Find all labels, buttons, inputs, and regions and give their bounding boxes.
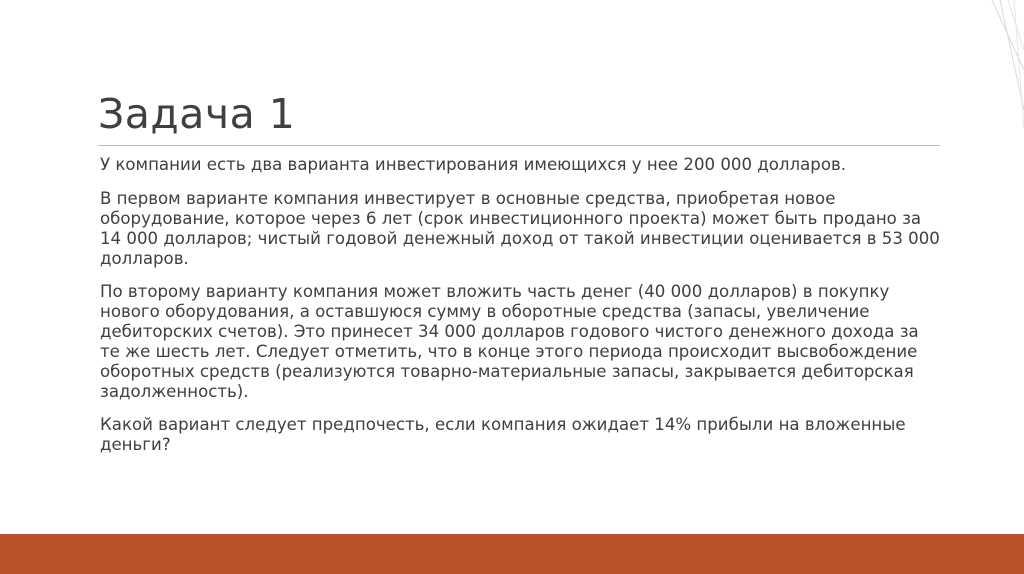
slide-title: Задача 1 bbox=[98, 90, 296, 138]
paragraph-question: Какой вариант следует предпочесть, если компания ожидает 14% прибыли на вложенные деньги? bbox=[100, 415, 906, 454]
footer-accent-bar bbox=[0, 534, 1024, 574]
paragraph-intro: У компании есть два варианта инвестирования имеющихся у нее 200 000 долларов. bbox=[100, 155, 847, 174]
slide-body bbox=[100, 155, 940, 468]
title-divider bbox=[98, 145, 940, 146]
corner-decoration bbox=[964, 0, 1024, 130]
paragraph-option-one: В первом варианте компания инвестирует в основные средства, приобретая новое оборудование, которое через 6 лет (срок инвестиционного проекта) может быть продано за 14 000 долларов; чистый годовой денежный доход от такой инвестиции оценивается в 53 000 долларов. bbox=[100, 189, 940, 268]
paragraph-option-two: По второму варианту компания может вложить часть денег (40 000 долларов) в покупку нового оборудования, а оставшуюся сумму в оборотные средства (запасы, увеличение дебиторских счетов). Это принесет 34 000 долларов годового чистого денежного дохода за те же шесть лет. Следует отметить, что в конце этого периода происходит высвобождение оборотных средств (реализуются товарно-материальные запасы, закрывается дебиторская задолженность). bbox=[100, 282, 919, 401]
